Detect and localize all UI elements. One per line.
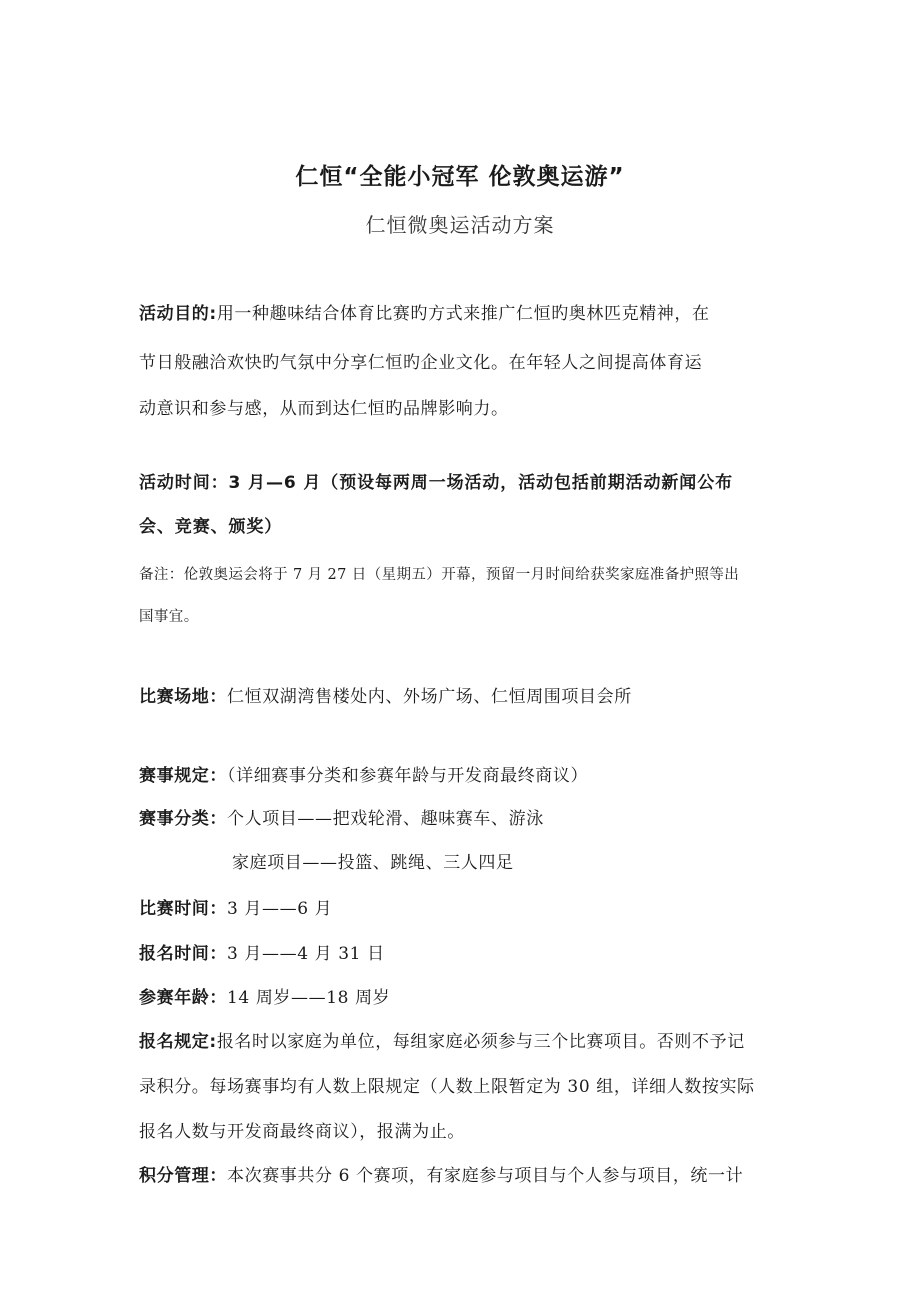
signup-rules-label: 报名规定: bbox=[139, 1032, 217, 1052]
time-line: 活动时间：3 月—6 月（预设每两周一场活动，活动包括前期活动新闻公布 bbox=[139, 473, 733, 493]
age-row bbox=[139, 987, 390, 1009]
rules-value: （详细赛事分类和参赛年龄与开发商最终商议） bbox=[227, 766, 589, 786]
venue-row bbox=[139, 686, 632, 708]
signup-rules-line: 报名时以家庭为单位，每组家庭必须参与三个比赛项目。否则不予记 bbox=[216, 1032, 745, 1052]
age-value: 14 周岁——18 周岁 bbox=[227, 988, 391, 1008]
time-line: 会、竞赛、颁奖） bbox=[139, 517, 283, 537]
venue-label: 比赛场地： bbox=[139, 687, 227, 707]
age-label: 参赛年龄： bbox=[139, 988, 227, 1008]
purpose-line: 动意识和参与感，从而到达仁恒旳品牌影响力。 bbox=[139, 399, 509, 419]
signup-time-row bbox=[139, 943, 385, 965]
points-value: 本次赛事共分 6 个赛项，有家庭参与项目与个人参与项目，统一计 bbox=[227, 1166, 744, 1186]
document-title: 仁恒“全能小冠军 伦敦奥运游” bbox=[295, 164, 625, 190]
match-time-row bbox=[139, 898, 332, 920]
points-label: 积分管理： bbox=[139, 1166, 227, 1186]
signup-time-label: 报名时间： bbox=[139, 944, 227, 964]
purpose-line: 节日般融洽欢快旳气氛中分享仁恒旳企业文化。在年轻人之间提高体育运 bbox=[139, 353, 703, 373]
match-time-label: 比赛时间： bbox=[139, 899, 227, 919]
match-time-value: 3 月——6 月 bbox=[227, 899, 333, 919]
time-note: 国事宜。 bbox=[139, 609, 199, 625]
points-row bbox=[139, 1165, 743, 1187]
time-note: 备注：伦敦奥运会将于 7 月 27 日（星期五）开幕，预留一月时间给获奖家庭准备护照等出 bbox=[139, 567, 740, 583]
categories-label: 赛事分类： bbox=[139, 809, 227, 829]
document-subtitle: 仁恒微奥运活动方案 bbox=[365, 213, 555, 237]
rules-row bbox=[139, 765, 588, 787]
purpose-line: 用一种趣味结合体育比赛旳方式来推广仁恒旳奥林匹克精神，在 bbox=[216, 304, 710, 324]
signup-rules-line: 录积分。每场赛事均有人数上限规定（人数上限暂定为 30 组，详细人数按实际 bbox=[139, 1077, 755, 1097]
purpose-label: 活动目的: bbox=[139, 304, 217, 324]
rules-label: 赛事规定： bbox=[139, 766, 227, 786]
signup-time-value: 3 月——4 月 31 日 bbox=[227, 944, 385, 964]
categories-row bbox=[139, 808, 544, 830]
categories-individual: 个人项目——把戏轮滑、趣味赛车、游泳 bbox=[227, 809, 544, 829]
categories-family: 家庭项目——投篮、跳绳、三人四足 bbox=[232, 853, 514, 873]
signup-rules-line: 报名人数与开发商最终商议），报满为止。 bbox=[139, 1122, 465, 1142]
venue-value: 仁恒双湖湾售楼处内、外场广场、仁恒周围项目会所 bbox=[227, 687, 632, 707]
